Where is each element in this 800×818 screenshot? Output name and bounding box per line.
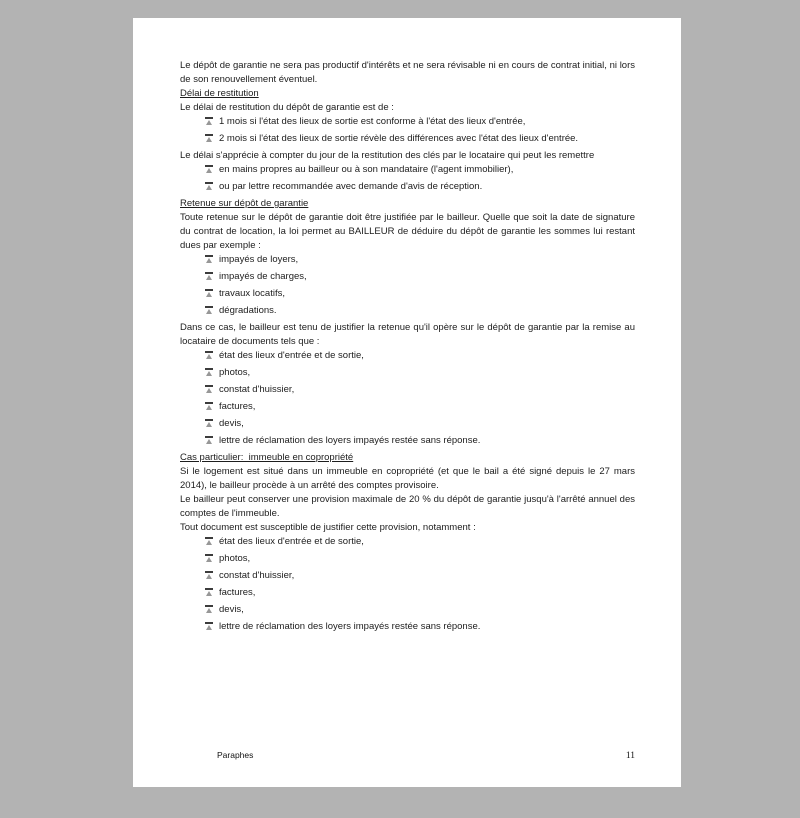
list-item <box>205 620 635 634</box>
document-page <box>133 18 681 787</box>
triangle-bullet-icon <box>205 419 213 429</box>
list-item <box>205 253 635 267</box>
list-item <box>205 115 635 129</box>
list-item <box>205 417 635 431</box>
paragraph-retenue: Toute retenue sur le dépôt de garantie doit être justifiée par le bailleur. Quelle que soit la date de signature du contrat de location, la loi permet au BAILLEUR de déduire du dépôt de garantie les sommes lui restant dues par exemple : <box>180 212 635 251</box>
list-item <box>205 270 635 284</box>
list-item-text: factures, <box>219 587 256 598</box>
list-item-text: devis, <box>219 604 244 615</box>
viewer-background <box>0 18 800 818</box>
triangle-bullet-icon <box>205 306 213 316</box>
triangle-bullet-icon <box>205 351 213 361</box>
triangle-bullet-icon <box>205 165 213 175</box>
heading-copropriete: Cas particulier: immeuble en copropriété <box>180 452 354 463</box>
list-item-text: dégradations. <box>219 305 277 316</box>
triangle-bullet-icon <box>205 588 213 598</box>
delai-list <box>180 115 635 146</box>
triangle-bullet-icon <box>205 554 213 564</box>
list-item <box>205 535 635 549</box>
retenue-list <box>180 253 635 318</box>
list-item-text: travaux locatifs, <box>219 288 285 299</box>
list-item-text: constat d'huissier, <box>219 570 295 581</box>
paraphes-label: Paraphes <box>217 750 254 760</box>
triangle-bullet-icon <box>205 255 213 265</box>
list-item-text: factures, <box>219 401 256 412</box>
list-item <box>205 383 635 397</box>
list-item <box>205 603 635 617</box>
list-item-text: lettre de réclamation des loyers impayés restée sans réponse. <box>219 621 481 632</box>
list-item <box>205 132 635 146</box>
triangle-bullet-icon <box>205 385 213 395</box>
list-item-text: impayés de loyers, <box>219 254 299 265</box>
list-item-text: constat d'huissier, <box>219 384 295 395</box>
list-item <box>205 434 635 448</box>
remise-list <box>180 163 635 194</box>
triangle-bullet-icon <box>205 605 213 615</box>
list-item <box>205 287 635 301</box>
list-item <box>205 349 635 363</box>
heading-delai-restitution: Délai de restitution <box>180 88 259 99</box>
triangle-bullet-icon <box>205 537 213 547</box>
paragraph-deposit: Le dépôt de garantie ne sera pas productif d'intérêts et ne sera révisable ni en cours de contrat initial, ni lors de son renouvellement éventuel. <box>180 60 635 85</box>
list-item <box>205 366 635 380</box>
triangle-bullet-icon <box>205 272 213 282</box>
list-item-text: état des lieux d'entrée et de sortie, <box>219 350 364 361</box>
page-footer <box>217 750 635 761</box>
triangle-bullet-icon <box>205 622 213 632</box>
triangle-bullet-icon <box>205 402 213 412</box>
page-number: 11 <box>625 751 635 761</box>
document-content <box>133 18 681 634</box>
triangle-bullet-icon <box>205 289 213 299</box>
triangle-bullet-icon <box>205 117 213 127</box>
heading-retenue: Retenue sur dépôt de garantie <box>180 198 309 209</box>
list-item-text: impayés de charges, <box>219 271 307 282</box>
list-item <box>205 552 635 566</box>
triangle-bullet-icon <box>205 134 213 144</box>
paragraph-delai-intro: Le délai de restitution du dépôt de garantie est de : <box>180 102 394 113</box>
paragraph-provision: Tout document est susceptible de justifier cette provision, notamment : <box>180 522 476 533</box>
paragraph-copro-2: Le bailleur peut conserver une provision maximale de 20 % du dépôt de garantie jusqu'à l'arrêté annuel des comptes de l'immeuble. <box>180 494 635 519</box>
triangle-bullet-icon <box>205 368 213 378</box>
list-item-text: photos, <box>219 553 251 564</box>
list-item <box>205 163 635 177</box>
justificatif-list <box>180 349 635 448</box>
list-item-text: état des lieux d'entrée et de sortie, <box>219 536 364 547</box>
list-item <box>205 569 635 583</box>
list-item <box>205 586 635 600</box>
provision-list <box>180 535 635 634</box>
list-item <box>205 304 635 318</box>
triangle-bullet-icon <box>205 436 213 446</box>
paragraph-justifier: Dans ce cas, le bailleur est tenu de justifier la retenue qu'il opère sur le dépôt de garantie par la remise au locataire de documents tels que : <box>180 322 635 347</box>
list-item-text: ou par lettre recommandée avec demande d'avis de réception. <box>219 181 483 192</box>
triangle-bullet-icon <box>205 571 213 581</box>
list-item <box>205 180 635 194</box>
list-item-text: lettre de réclamation des loyers impayés restée sans réponse. <box>219 435 481 446</box>
list-item-text: 2 mois si l'état des lieux de sortie révèle des différences avec l'état des lieux d'entrée. <box>219 133 579 144</box>
list-item-text: devis, <box>219 418 244 429</box>
paragraph-delai-apprecie: Le délai s'apprécie à compter du jour de la restitution des clés par le locataire qui peut les remettre <box>180 150 595 161</box>
list-item-text: en mains propres au bailleur ou à son mandataire (l'agent immobilier), <box>219 164 514 175</box>
list-item-text: photos, <box>219 367 251 378</box>
paragraph-copro-1: Si le logement est situé dans un immeuble en copropriété (et que le bail a été signé depuis le 27 mars 2014), le bailleur procède à un arrêté des comptes provisoire. <box>180 466 635 491</box>
list-item-text: 1 mois si l'état des lieux de sortie est conforme à l'état des lieux d'entrée, <box>219 116 526 127</box>
list-item <box>205 400 635 414</box>
triangle-bullet-icon <box>205 182 213 192</box>
